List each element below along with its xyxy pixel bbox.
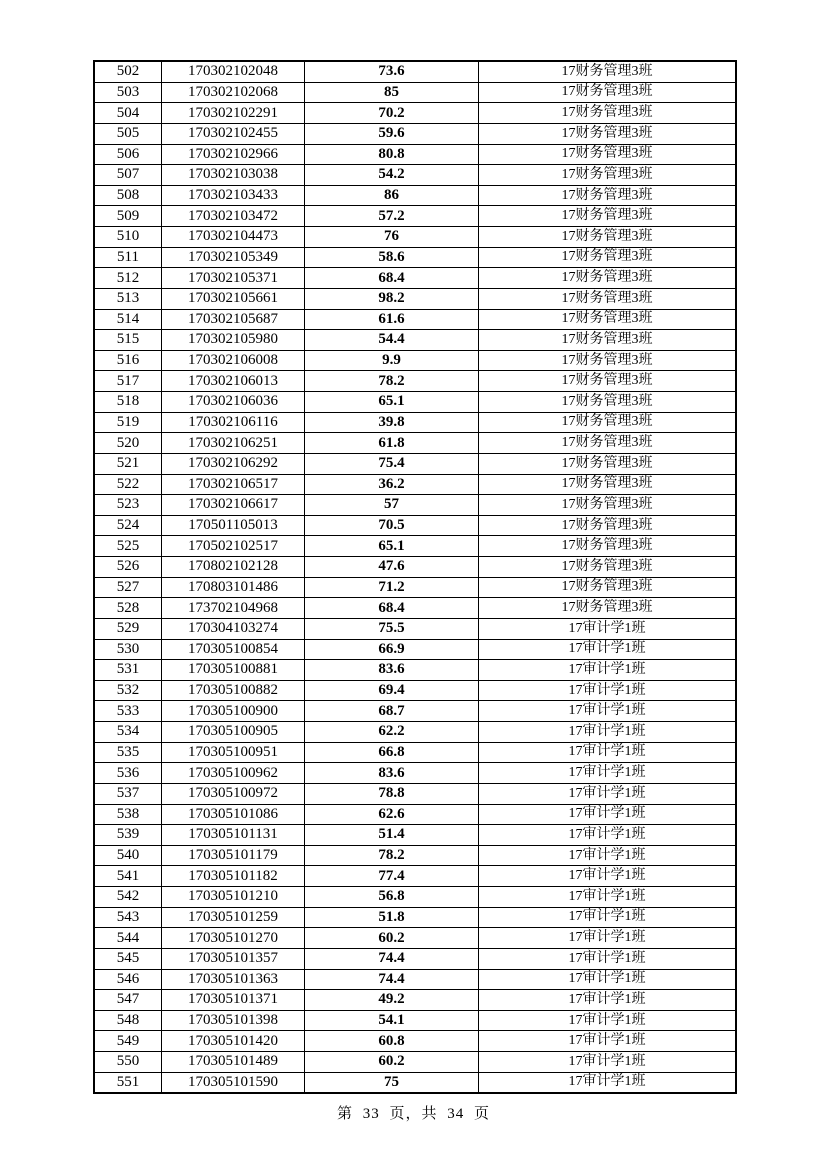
score-cell: 74.4 [305,969,479,990]
class-name-cell: 17财务管理3班 [479,123,737,144]
table-row [94,123,736,144]
row-number-cell: 550 [94,1052,162,1073]
table-row [94,577,736,598]
class-name-cell: 17审计学1班 [479,1052,737,1073]
score-cell: 9.9 [305,350,479,371]
score-cell: 61.6 [305,309,479,330]
score-cell: 58.6 [305,247,479,268]
class-name-cell: 17财务管理3班 [479,165,737,186]
class-name-cell: 17财务管理3班 [479,557,737,578]
table-row [94,948,736,969]
table-row [94,185,736,206]
class-name-cell: 17审计学1班 [479,1010,737,1031]
score-cell: 69.4 [305,680,479,701]
row-number-cell: 537 [94,783,162,804]
row-number-cell: 528 [94,598,162,619]
row-number-cell: 540 [94,845,162,866]
row-number-cell: 542 [94,887,162,908]
score-cell: 54.2 [305,165,479,186]
score-cell: 73.6 [305,61,479,82]
table-row [94,722,736,743]
table-row [94,1010,736,1031]
score-cell: 98.2 [305,288,479,309]
score-cell: 74.4 [305,948,479,969]
row-number-cell: 525 [94,536,162,557]
class-name-cell: 17审计学1班 [479,680,737,701]
page-footer: 第 33 页，共 34 页 [336,1106,490,1122]
row-number-cell: 514 [94,309,162,330]
table-row [94,309,736,330]
score-table [93,60,737,1094]
row-number-cell: 506 [94,144,162,165]
class-name-cell: 17财务管理3班 [479,350,737,371]
row-number-cell: 544 [94,928,162,949]
student-id-cell: 170302103433 [162,185,305,206]
class-name-cell: 17财务管理3班 [479,515,737,536]
table-row [94,247,736,268]
class-name-cell: 17财务管理3班 [479,371,737,392]
row-number-cell: 517 [94,371,162,392]
row-number-cell: 538 [94,804,162,825]
row-number-cell: 510 [94,227,162,248]
student-id-cell: 170305101357 [162,948,305,969]
score-cell: 60.2 [305,1052,479,1073]
class-name-cell: 17财务管理3班 [479,330,737,351]
row-number-cell: 546 [94,969,162,990]
student-id-cell: 170305101590 [162,1072,305,1093]
row-number-cell: 534 [94,722,162,743]
score-cell: 68.4 [305,598,479,619]
score-cell: 57.2 [305,206,479,227]
class-name-cell: 17财务管理3班 [479,227,737,248]
score-cell: 66.9 [305,639,479,660]
score-cell: 54.1 [305,1010,479,1031]
table-row [94,103,736,124]
student-id-cell: 170305100905 [162,722,305,743]
row-number-cell: 541 [94,866,162,887]
class-name-cell: 17审计学1班 [479,887,737,908]
class-name-cell: 17审计学1班 [479,825,737,846]
class-name-cell: 17财务管理3班 [479,474,737,495]
row-number-cell: 529 [94,618,162,639]
class-name-cell: 17财务管理3班 [479,309,737,330]
table-row [94,433,736,454]
row-number-cell: 530 [94,639,162,660]
score-cell: 51.4 [305,825,479,846]
row-number-cell: 539 [94,825,162,846]
row-number-cell: 549 [94,1031,162,1052]
score-cell: 60.2 [305,928,479,949]
table-row [94,598,736,619]
score-cell: 75.4 [305,453,479,474]
score-cell: 68.7 [305,701,479,722]
student-id-cell: 170305101131 [162,825,305,846]
document-page [93,60,737,1094]
student-id-cell: 170305100854 [162,639,305,660]
score-cell: 65.1 [305,536,479,557]
row-number-cell: 518 [94,392,162,413]
table-row [94,227,736,248]
student-id-cell: 170305100900 [162,701,305,722]
student-id-cell: 170302102291 [162,103,305,124]
table-row [94,392,736,413]
table-row [94,288,736,309]
table-row [94,866,736,887]
class-name-cell: 17财务管理3班 [479,288,737,309]
row-number-cell: 509 [94,206,162,227]
table-row [94,371,736,392]
score-cell: 75 [305,1072,479,1093]
student-id-cell: 170305100882 [162,680,305,701]
table-row [94,1072,736,1093]
table-row [94,639,736,660]
student-id-cell: 170305101371 [162,990,305,1011]
student-id-cell: 170501105013 [162,515,305,536]
table-row [94,660,736,681]
score-cell: 62.2 [305,722,479,743]
table-row [94,845,736,866]
student-id-cell: 170302102966 [162,144,305,165]
row-number-cell: 507 [94,165,162,186]
class-name-cell: 17财务管理3班 [479,247,737,268]
score-cell: 80.8 [305,144,479,165]
table-row [94,495,736,516]
table-row [94,515,736,536]
class-name-cell: 17财务管理3班 [479,144,737,165]
row-number-cell: 533 [94,701,162,722]
table-row [94,206,736,227]
student-id-cell: 170302106013 [162,371,305,392]
row-number-cell: 527 [94,577,162,598]
score-cell: 54.4 [305,330,479,351]
class-name-cell: 17财务管理3班 [479,598,737,619]
score-cell: 39.8 [305,412,479,433]
row-number-cell: 548 [94,1010,162,1031]
score-cell: 83.6 [305,763,479,784]
score-cell: 47.6 [305,557,479,578]
class-name-cell: 17财务管理3班 [479,61,737,82]
class-name-cell: 17审计学1班 [479,907,737,928]
class-name-cell: 17审计学1班 [479,804,737,825]
student-id-cell: 170302106617 [162,495,305,516]
class-name-cell: 17财务管理3班 [479,185,737,206]
score-cell: 77.4 [305,866,479,887]
student-id-cell: 170305100881 [162,660,305,681]
class-name-cell: 17审计学1班 [479,722,737,743]
score-cell: 66.8 [305,742,479,763]
student-id-cell: 170305100972 [162,783,305,804]
class-name-cell: 17审计学1班 [479,783,737,804]
score-cell: 78.8 [305,783,479,804]
table-row [94,990,736,1011]
student-id-cell: 170302103038 [162,165,305,186]
results-table-body [94,61,736,1093]
table-row [94,763,736,784]
row-number-cell: 526 [94,557,162,578]
class-name-cell: 17财务管理3班 [479,536,737,557]
student-id-cell: 170305101179 [162,845,305,866]
class-name-cell: 17财务管理3班 [479,268,737,289]
student-id-cell: 170305101210 [162,887,305,908]
table-row [94,350,736,371]
student-id-cell: 170305101259 [162,907,305,928]
row-number-cell: 543 [94,907,162,928]
row-number-cell: 521 [94,453,162,474]
student-id-cell: 170302105687 [162,309,305,330]
class-name-cell: 17审计学1班 [479,928,737,949]
score-cell: 49.2 [305,990,479,1011]
score-cell: 51.8 [305,907,479,928]
table-row [94,144,736,165]
table-row [94,536,736,557]
student-id-cell: 170305101270 [162,928,305,949]
table-row [94,928,736,949]
table-row [94,61,736,82]
class-name-cell: 17审计学1班 [479,742,737,763]
student-id-cell: 170302106116 [162,412,305,433]
row-number-cell: 523 [94,495,162,516]
score-cell: 71.2 [305,577,479,598]
table-row [94,412,736,433]
class-name-cell: 17审计学1班 [479,866,737,887]
student-id-cell: 170302106517 [162,474,305,495]
table-row [94,618,736,639]
student-id-cell: 170305100951 [162,742,305,763]
student-id-cell: 170802102128 [162,557,305,578]
student-id-cell: 170302106251 [162,433,305,454]
student-id-cell: 170305101086 [162,804,305,825]
score-cell: 57 [305,495,479,516]
row-number-cell: 551 [94,1072,162,1093]
class-name-cell: 17审计学1班 [479,639,737,660]
student-id-cell: 170302104473 [162,227,305,248]
row-number-cell: 520 [94,433,162,454]
row-number-cell: 545 [94,948,162,969]
table-row [94,1052,736,1073]
class-name-cell: 17财务管理3班 [479,206,737,227]
row-number-cell: 513 [94,288,162,309]
score-cell: 68.4 [305,268,479,289]
row-number-cell: 504 [94,103,162,124]
student-id-cell: 173702104968 [162,598,305,619]
row-number-cell: 508 [94,185,162,206]
row-number-cell: 531 [94,660,162,681]
score-cell: 36.2 [305,474,479,495]
table-row [94,268,736,289]
class-name-cell: 17财务管理3班 [479,103,737,124]
score-cell: 65.1 [305,392,479,413]
class-name-cell: 17财务管理3班 [479,495,737,516]
student-id-cell: 170305101489 [162,1052,305,1073]
student-id-cell: 170305100962 [162,763,305,784]
student-id-cell: 170305101420 [162,1031,305,1052]
table-row [94,82,736,103]
row-number-cell: 503 [94,82,162,103]
student-id-cell: 170302103472 [162,206,305,227]
student-id-cell: 170302102048 [162,61,305,82]
student-id-cell: 170302105349 [162,247,305,268]
table-row [94,742,736,763]
score-cell: 70.5 [305,515,479,536]
row-number-cell: 502 [94,61,162,82]
row-number-cell: 511 [94,247,162,268]
row-number-cell: 512 [94,268,162,289]
class-name-cell: 17审计学1班 [479,660,737,681]
student-id-cell: 170305101398 [162,1010,305,1031]
student-id-cell: 170302106008 [162,350,305,371]
student-id-cell: 170302102455 [162,123,305,144]
class-name-cell: 17财务管理3班 [479,453,737,474]
score-cell: 56.8 [305,887,479,908]
row-number-cell: 535 [94,742,162,763]
class-name-cell: 17审计学1班 [479,845,737,866]
score-cell: 76 [305,227,479,248]
table-row [94,887,736,908]
student-id-cell: 170302105371 [162,268,305,289]
class-name-cell: 17审计学1班 [479,969,737,990]
class-name-cell: 17审计学1班 [479,948,737,969]
row-number-cell: 532 [94,680,162,701]
score-cell: 70.2 [305,103,479,124]
student-id-cell: 170302106036 [162,392,305,413]
student-id-cell: 170803101486 [162,577,305,598]
score-cell: 59.6 [305,123,479,144]
class-name-cell: 17财务管理3班 [479,412,737,433]
table-row [94,474,736,495]
table-row [94,969,736,990]
class-name-cell: 17审计学1班 [479,1031,737,1052]
student-id-cell: 170302102068 [162,82,305,103]
score-cell: 86 [305,185,479,206]
row-number-cell: 519 [94,412,162,433]
table-row [94,701,736,722]
class-name-cell: 17审计学1班 [479,990,737,1011]
class-name-cell: 17财务管理3班 [479,392,737,413]
table-row [94,804,736,825]
score-cell: 62.6 [305,804,479,825]
class-name-cell: 17审计学1班 [479,701,737,722]
table-row [94,783,736,804]
student-id-cell: 170304103274 [162,618,305,639]
class-name-cell: 17审计学1班 [479,763,737,784]
table-row [94,825,736,846]
row-number-cell: 505 [94,123,162,144]
score-cell: 75.5 [305,618,479,639]
score-cell: 83.6 [305,660,479,681]
class-name-cell: 17财务管理3班 [479,82,737,103]
table-row [94,330,736,351]
row-number-cell: 524 [94,515,162,536]
class-name-cell: 17审计学1班 [479,618,737,639]
table-row [94,453,736,474]
student-id-cell: 170305101363 [162,969,305,990]
table-row [94,1031,736,1052]
row-number-cell: 522 [94,474,162,495]
table-row [94,907,736,928]
student-id-cell: 170502102517 [162,536,305,557]
student-id-cell: 170302105661 [162,288,305,309]
score-cell: 78.2 [305,371,479,392]
score-cell: 60.8 [305,1031,479,1052]
class-name-cell: 17财务管理3班 [479,433,737,454]
row-number-cell: 536 [94,763,162,784]
class-name-cell: 17审计学1班 [479,1072,737,1093]
student-id-cell: 170305101182 [162,866,305,887]
class-name-cell: 17财务管理3班 [479,577,737,598]
student-id-cell: 170302105980 [162,330,305,351]
student-id-cell: 170302106292 [162,453,305,474]
row-number-cell: 515 [94,330,162,351]
table-row [94,165,736,186]
score-cell: 85 [305,82,479,103]
row-number-cell: 547 [94,990,162,1011]
score-cell: 78.2 [305,845,479,866]
score-cell: 61.8 [305,433,479,454]
table-row [94,557,736,578]
table-row [94,680,736,701]
row-number-cell: 516 [94,350,162,371]
